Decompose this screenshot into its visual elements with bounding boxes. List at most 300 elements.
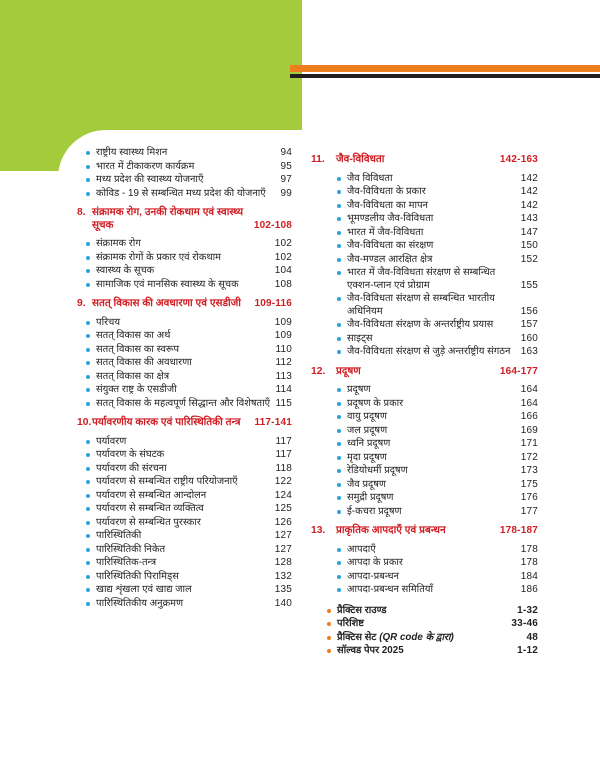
toc-item-row (77, 584, 292, 597)
toc-item-row (77, 174, 292, 187)
entry-page-number: 126 (274, 516, 292, 528)
entry-page-number: 135 (274, 584, 292, 595)
black-stripe (290, 74, 600, 78)
entry-label-wrap (347, 492, 521, 505)
toc-item-row (311, 571, 538, 584)
bullet-icon (337, 496, 341, 500)
bullet-icon (337, 415, 341, 419)
entry-label: सतत् विकास का स्वरूप (96, 343, 180, 355)
toc-item-row (311, 293, 538, 318)
section-number: 12. (311, 365, 326, 377)
entry-label-wrap (347, 452, 521, 465)
toc-item-row (77, 436, 292, 449)
entry-page-number: 127 (274, 543, 292, 555)
entry-label: आपदा-प्रबन्धन (347, 570, 399, 582)
toc-item-row (311, 465, 538, 478)
entry-page-number: 163 (520, 346, 538, 357)
entry-page-number: 1-32 (517, 604, 538, 616)
toc-section-row (311, 525, 538, 538)
entry-label-wrap (336, 154, 500, 167)
entry-label-wrap (347, 425, 521, 438)
toc-item-row (77, 463, 292, 476)
bullet-icon (86, 375, 90, 379)
toc-item-row (311, 506, 538, 519)
toc-item-row (311, 438, 538, 451)
entry-label: कोविड - 19 से सम्बन्धित मध्य प्रदेश की योजनाएँ (96, 187, 266, 199)
entry-page-number: 94 (280, 147, 292, 158)
toc-item-row (77, 330, 292, 343)
entry-label: भारत में जैव-विविधता (347, 226, 424, 238)
bullet-icon (337, 575, 341, 579)
toc-section-row (77, 207, 292, 232)
entry-label: आपदाएँ (347, 543, 376, 555)
entry-label: सतत् विकास का क्षेत्र (96, 370, 170, 382)
entry-page-number: 102-108 (253, 219, 292, 231)
toc-item-row (77, 252, 292, 265)
toc-item-row (311, 411, 538, 424)
entry-label: पर्यावरण से सम्बन्धित व्यक्तित्व (96, 503, 204, 514)
entry-page-number: 166 (520, 411, 538, 422)
entry-label: सतत् विकास का अर्थ (96, 330, 171, 341)
bullet-icon (337, 350, 341, 354)
entry-page-number: 140 (274, 597, 292, 609)
entry-page-number: 132 (274, 570, 292, 582)
toc-item-row (311, 200, 538, 213)
entry-label: पर्यावरण से सम्बन्धित आन्दोलन (96, 489, 207, 501)
toc-item-row (311, 557, 538, 570)
entry-page-number: 1-12 (517, 645, 538, 656)
entry-label-wrap (96, 371, 275, 384)
toc-item-row (311, 254, 538, 267)
entry-page-number: 112 (275, 357, 292, 368)
section-number: 13. (311, 525, 326, 536)
entry-label-wrap (347, 465, 521, 478)
toc-item-row (77, 161, 292, 174)
entry-page-number: 150 (520, 240, 538, 251)
toc-item-row (77, 279, 292, 292)
entry-label-wrap (92, 207, 254, 232)
entry-page-number: 95 (280, 160, 292, 172)
orange-stripe (290, 65, 600, 72)
entry-page-number: 177 (520, 505, 538, 517)
toc-item-row (77, 517, 292, 530)
entry-label-wrap (96, 530, 275, 543)
toc-special-row (311, 645, 538, 658)
toc-item-row (311, 173, 538, 186)
bullet-icon (337, 323, 341, 327)
bullet-icon (337, 469, 341, 473)
entry-page-number: 109 (274, 316, 292, 328)
bullet-icon (86, 507, 90, 511)
entry-page-number: 114 (275, 384, 292, 395)
entry-page-number: 164 (520, 397, 538, 409)
entry-label: आपदा-प्रबन्धन समितियाँ (347, 584, 434, 595)
entry-label-wrap (96, 503, 275, 516)
bullet-icon (86, 256, 90, 260)
bullet-icon (327, 636, 331, 640)
toc-item-row (77, 530, 292, 543)
entry-label: मध्य प्रदेश की स्वास्थ्य योजनाएँ (96, 174, 204, 185)
toc-item-row (311, 384, 538, 397)
entry-label-wrap (347, 557, 521, 570)
entry-label-wrap (347, 240, 521, 253)
toc-item-row (77, 384, 292, 397)
entry-label-wrap (337, 618, 511, 631)
entry-page-number: 48 (526, 631, 538, 643)
entry-label: जैव-विविधता संरक्षण से जुड़े अन्तर्राष्ट्रीय संगठन (347, 346, 511, 357)
entry-label-wrap (96, 279, 275, 292)
toc-special-row (311, 605, 538, 618)
toc-item-row (311, 267, 538, 292)
entry-label-wrap (347, 506, 521, 519)
entry-label-wrap (347, 571, 521, 584)
entry-label: जैव-विविधता के प्रकार (347, 186, 426, 197)
entry-label-wrap (347, 173, 521, 186)
bullet-icon (337, 588, 341, 592)
entry-label: जैव-विविधता का संरक्षण (347, 240, 434, 251)
toc-item-row (311, 240, 538, 253)
entry-note: (QR code के द्वारा) (379, 631, 454, 643)
entry-label: जैव-मण्डल आरक्षित क्षेत्र (347, 253, 433, 265)
bullet-icon (337, 429, 341, 433)
entry-label-wrap (347, 544, 521, 557)
toc-item-row (77, 476, 292, 489)
bullet-icon (86, 402, 90, 406)
entry-label-wrap (96, 384, 275, 397)
entry-label: पारिस्थितिकी निकेत (96, 543, 166, 555)
toc-item-row (77, 571, 292, 584)
toc-item-row (311, 213, 538, 226)
entry-page-number: 108 (274, 278, 292, 290)
entry-page-number: 109 (274, 330, 292, 341)
bullet-icon (86, 388, 90, 392)
entry-label-wrap (347, 438, 521, 451)
bullet-icon (337, 271, 341, 275)
entry-label: प्राकृतिक आपदाएँ एवं प्रबन्धन (336, 525, 446, 536)
entry-label-wrap (96, 252, 275, 265)
entry-label: प्रैक्टिस सेट (337, 631, 377, 643)
entry-label-wrap (347, 227, 521, 240)
entry-label: पर्यावरण की संरचना (96, 462, 167, 474)
toc-item-row (77, 344, 292, 357)
entry-page-number: 178 (520, 543, 538, 555)
entry-label: खाद्य शृंखला एवं खाद्य जाल (96, 584, 192, 595)
entry-label-wrap (337, 632, 526, 645)
entry-label-wrap (96, 517, 275, 530)
entry-label: रेडियोधर्मी प्रदूषण (347, 465, 408, 476)
entry-label: पारिस्थितिकी पिरामिड्स (96, 570, 179, 582)
entry-label: पारिस्थितिकी (96, 530, 142, 541)
toc-item-row (311, 425, 538, 438)
bullet-icon (327, 622, 331, 626)
bullet-icon (337, 456, 341, 460)
entry-label-wrap (96, 174, 280, 187)
entry-label: आपदा के प्रकार (347, 557, 403, 568)
entry-label: जैव-विविधता का मापन (347, 199, 428, 211)
entry-label: जल प्रदूषण (347, 424, 388, 436)
entry-label: पर्यावरण से सम्बन्धित राष्ट्रीय परियोजनाएँ (96, 476, 238, 487)
entry-page-number: 115 (275, 397, 292, 409)
entry-label-wrap (336, 525, 500, 538)
bullet-icon (337, 231, 341, 235)
bullet-icon (86, 494, 90, 498)
entry-label-wrap (347, 584, 521, 597)
toc-item-row (77, 238, 292, 251)
entry-label-wrap (96, 330, 275, 343)
entry-label: मृदा प्रदूषण (347, 451, 387, 463)
bullet-icon (86, 575, 90, 579)
toc-item-row (311, 333, 538, 346)
entry-page-number: 125 (274, 503, 292, 514)
entry-page-number: 156 (520, 305, 538, 317)
toc-item-row (77, 503, 292, 516)
bullet-icon (86, 242, 90, 246)
toc-item-row (77, 265, 292, 278)
entry-page-number: 155 (520, 279, 538, 291)
entry-label-wrap (347, 254, 521, 267)
section-number: 8. (77, 207, 86, 218)
toc-item-row (77, 598, 292, 611)
bullet-icon (86, 521, 90, 525)
bullet-icon (86, 440, 90, 444)
section-number: 10. (77, 417, 92, 428)
entry-page-number: 33-46 (511, 618, 538, 629)
entry-label: पर्यावरण के संघटक (96, 449, 165, 460)
entry-page-number: 178-187 (499, 525, 538, 536)
entry-page-number: 118 (275, 462, 292, 474)
bullet-icon (327, 649, 331, 653)
bullet-icon (86, 467, 90, 471)
bullet-icon (337, 297, 341, 301)
entry-page-number: 172 (520, 451, 538, 463)
entry-label-wrap (96, 463, 275, 476)
toc-item-row (311, 452, 538, 465)
toc-item-row (311, 479, 538, 492)
entry-label-wrap (347, 293, 521, 318)
toc-item-row (77, 357, 292, 370)
entry-page-number: 102 (274, 238, 292, 249)
entry-label-wrap (96, 544, 275, 557)
bullet-icon (86, 283, 90, 287)
entry-label-wrap (347, 411, 521, 424)
entry-page-number: 104 (274, 265, 292, 276)
bullet-icon (337, 337, 341, 341)
entry-label: सॉल्वड पेपर 2025 (337, 645, 404, 656)
entry-label: भारत में टीकाकरण कार्यक्रम (96, 160, 195, 172)
entry-label-wrap (96, 490, 275, 503)
bullet-icon (337, 177, 341, 181)
entry-page-number: 143 (520, 213, 538, 224)
entry-label: परिचय (96, 316, 121, 328)
entry-page-number: 128 (274, 557, 292, 568)
bullet-icon (86, 269, 90, 273)
entry-page-number: 157 (520, 319, 538, 330)
entry-page-number: 127 (274, 530, 292, 541)
entry-label-wrap (347, 186, 521, 199)
bullet-icon (337, 561, 341, 565)
entry-page-number: 169 (520, 424, 538, 436)
entry-label-wrap (347, 333, 521, 346)
entry-label-wrap (96, 584, 275, 597)
entry-label-wrap (96, 398, 275, 411)
entry-label-wrap (96, 598, 275, 611)
entry-page-number: 117-141 (254, 417, 292, 428)
entry-label: जैव विविधता (347, 172, 393, 184)
toc-section-row (311, 154, 538, 167)
entry-label: पर्यावरण (96, 435, 127, 447)
section-number: 11. (311, 154, 325, 165)
entry-label: ध्वनि प्रदूषण (347, 438, 391, 449)
entry-label: ई-कचरा प्रदूषण (347, 505, 402, 517)
entry-page-number: 142 (520, 199, 538, 211)
entry-label: प्रदूषण (347, 384, 371, 395)
bullet-icon (86, 453, 90, 457)
entry-label-wrap (96, 357, 275, 370)
bullet-icon (337, 442, 341, 446)
toc-special-row (311, 632, 538, 645)
entry-label: संक्रामक रोग, उनकी रोकथाम एवं स्वास्थ्य सूचक (92, 207, 244, 231)
toc-item-row (311, 544, 538, 557)
toc-column-left (77, 147, 292, 611)
bullet-icon (86, 178, 90, 182)
toc-item-row (311, 319, 538, 332)
entry-label: जैव-विविधता (336, 154, 385, 165)
bullet-icon (327, 609, 331, 613)
entry-page-number: 175 (520, 478, 538, 490)
bullet-icon (337, 548, 341, 552)
entry-label-wrap (336, 366, 500, 379)
bullet-icon (86, 321, 90, 325)
toc-item-row (77, 490, 292, 503)
entry-label-wrap (96, 147, 280, 160)
toc-item-row (311, 398, 538, 411)
entry-label: संयुक्त राष्ट्र के एसडीजी (96, 384, 177, 395)
entry-label-wrap (337, 605, 517, 618)
toc-item-row (77, 449, 292, 462)
entry-label-wrap (96, 449, 275, 462)
entry-page-number: 173 (520, 465, 538, 476)
entry-page-number: 113 (275, 370, 292, 382)
toc-item-row (311, 584, 538, 597)
toc-section-row (311, 366, 538, 379)
entry-label: जैव-विविधता संरक्षण के अन्तर्राष्ट्रीय प्रयास (347, 319, 494, 330)
entry-page-number: 176 (520, 492, 538, 503)
bullet-icon (86, 588, 90, 592)
entry-label-wrap (347, 346, 521, 359)
toc-item-row (311, 227, 538, 240)
toc-item-row (311, 492, 538, 505)
entry-label-wrap (92, 417, 254, 430)
entry-page-number: 97 (280, 174, 292, 185)
entry-label-wrap (96, 161, 280, 174)
toc-item-row (77, 147, 292, 160)
entry-label-wrap (96, 238, 275, 251)
entry-label: पारिस्थितिक-तन्त्र (96, 557, 157, 568)
entry-page-number: 110 (275, 343, 292, 355)
entry-page-number: 178 (520, 557, 538, 568)
entry-page-number: 124 (274, 489, 292, 501)
bullet-icon (337, 190, 341, 194)
entry-label: साइट्स (347, 332, 373, 344)
toc-item-row (77, 371, 292, 384)
entry-page-number: 142 (520, 186, 538, 197)
entry-label-wrap (96, 557, 275, 570)
bullet-icon (337, 388, 341, 392)
toc-section-row (77, 417, 292, 430)
toc-special-row (311, 618, 538, 631)
entry-label: समुद्री प्रदूषण (347, 492, 394, 503)
bullet-icon (337, 204, 341, 208)
entry-page-number: 160 (520, 332, 538, 344)
bullet-icon (337, 244, 341, 248)
entry-label: प्रदूषण के प्रकार (347, 397, 404, 409)
entry-page-number: 184 (520, 570, 538, 582)
entry-label-wrap (347, 267, 521, 292)
bullet-icon (86, 151, 90, 155)
bullet-icon (337, 258, 341, 262)
entry-label-wrap (347, 479, 521, 492)
entry-label: पर्यावरण से सम्बन्धित पुरस्कार (96, 516, 201, 528)
bullet-icon (86, 334, 90, 338)
bullet-icon (86, 192, 90, 196)
entry-page-number: 152 (520, 253, 538, 265)
entry-label-wrap (96, 344, 275, 357)
bullet-icon (86, 361, 90, 365)
bullet-icon (86, 548, 90, 552)
entry-label: सतत् विकास की अवधारणा एवं एसडीजी (92, 298, 241, 309)
entry-page-number: 142 (520, 172, 538, 184)
bullet-icon (337, 217, 341, 221)
entry-label: सतत् विकास के महत्वपूर्ण सिद्धान्त और विशेषताएँ (96, 397, 271, 409)
entry-label-wrap (96, 317, 275, 330)
entry-page-number: 171 (520, 438, 538, 449)
toc-item-row (311, 186, 538, 199)
entry-label-wrap (96, 436, 275, 449)
bullet-icon (337, 510, 341, 514)
entry-label: प्रदूषण (336, 365, 361, 377)
entry-page-number: 164 (520, 384, 538, 395)
entry-page-number: 186 (520, 584, 538, 595)
entry-label-wrap (96, 188, 280, 201)
entry-label-wrap (347, 398, 521, 411)
entry-label-wrap (347, 384, 521, 397)
entry-page-number: 109-116 (254, 298, 292, 309)
entry-label-wrap (96, 265, 275, 278)
entry-label-wrap (347, 319, 521, 332)
toc-section-row (77, 298, 292, 311)
bullet-icon (337, 483, 341, 487)
entry-label-wrap (92, 298, 254, 311)
bullet-icon (86, 480, 90, 484)
bullet-icon (337, 402, 341, 406)
toc-item-row (77, 398, 292, 411)
entry-label: पर्यावरणीय कारक एवं पारिस्थितिकी तन्त्र (92, 417, 241, 428)
entry-label: संक्रामक रोग (96, 238, 141, 249)
toc-item-row (77, 544, 292, 557)
bullet-icon (86, 348, 90, 352)
bullet-icon (86, 602, 90, 606)
bullet-icon (86, 561, 90, 565)
entry-page-number: 99 (280, 187, 292, 199)
bullet-icon (86, 534, 90, 538)
entry-page-number: 102 (274, 251, 292, 263)
entry-label: जैव प्रदूषण (347, 478, 386, 490)
entry-label-wrap (96, 476, 275, 489)
toc-item-row (77, 188, 292, 201)
entry-label: प्रैक्टिस राउण्ड (337, 604, 387, 616)
entry-label: पारिस्थितिकीय अनुक्रमण (96, 597, 184, 609)
entry-label: जैव-विविधता संरक्षण से सम्बन्धित भारतीय अधिनियम (347, 293, 495, 317)
